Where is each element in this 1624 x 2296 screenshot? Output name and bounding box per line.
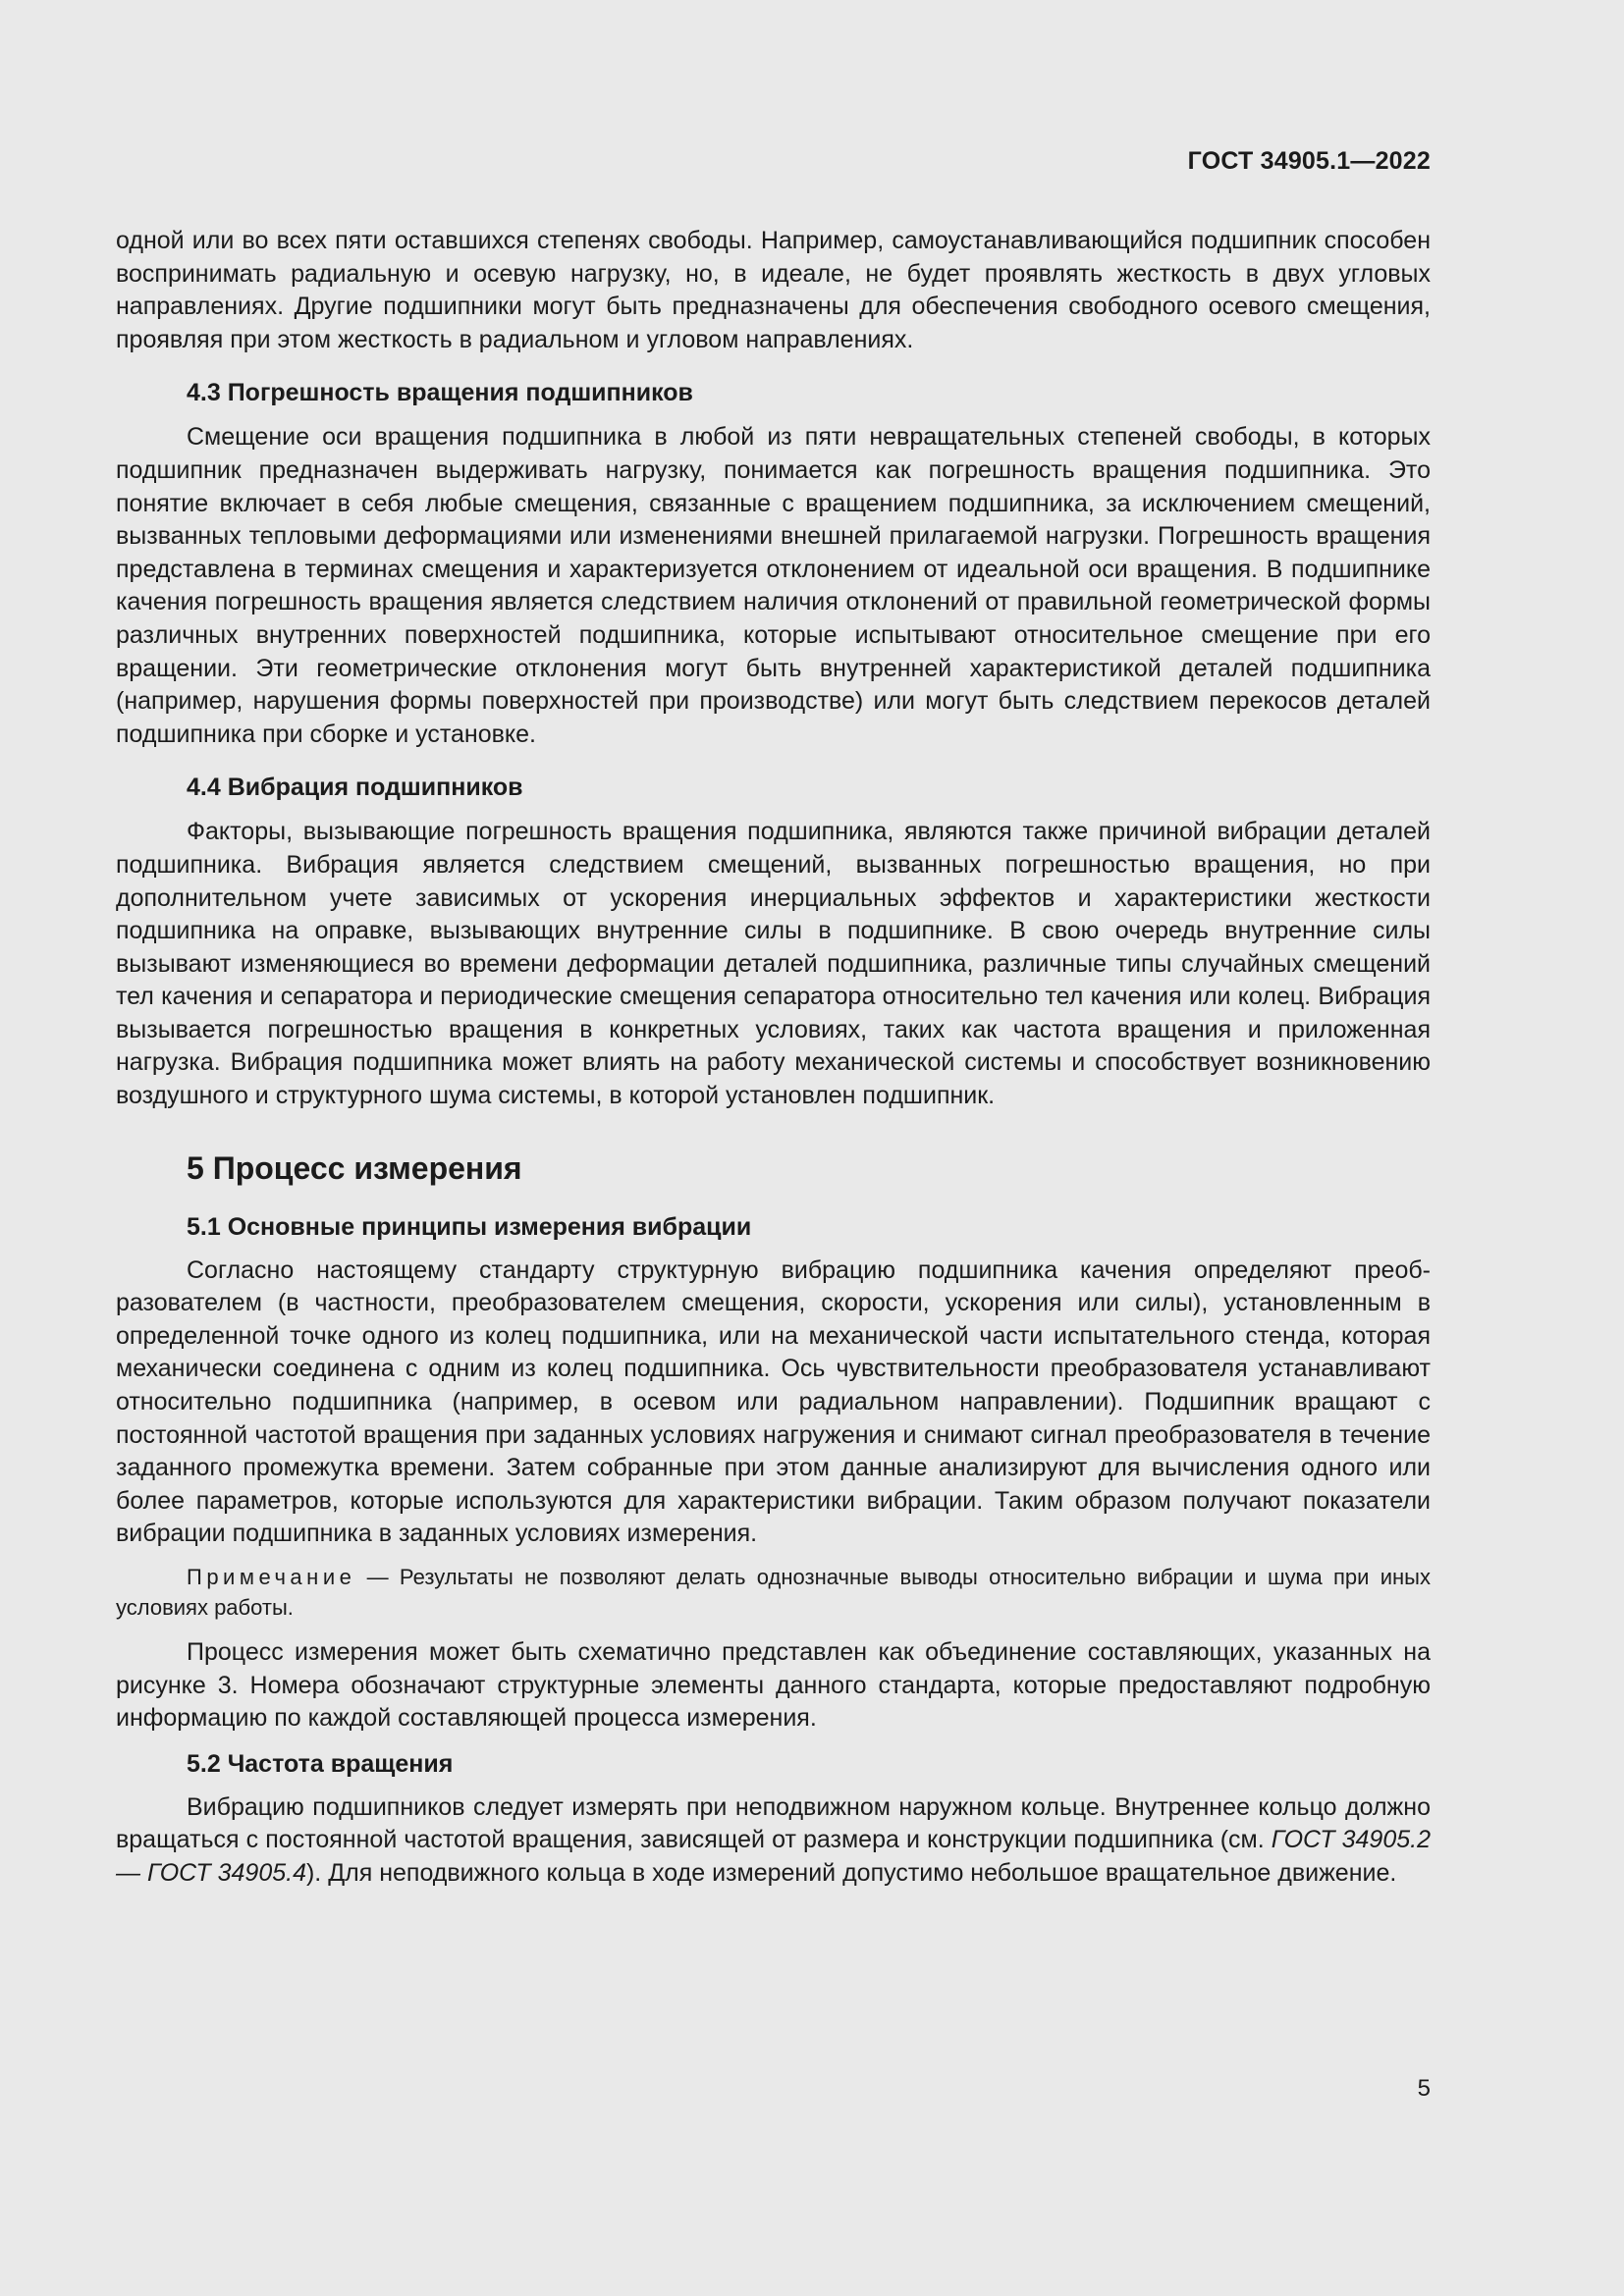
- page-number: 5: [1417, 2075, 1431, 2102]
- section-5-2-paragraph: [116, 1791, 1431, 1891]
- standard-reference: ГОСТ 34905.4: [146, 1858, 306, 1887]
- section-5-heading: 5 Процесс измерения: [187, 1149, 522, 1186]
- note: [116, 1562, 1431, 1623]
- section-4-4-heading: 4.4 Вибрация подшипников: [187, 774, 523, 802]
- document-body: [116, 225, 1431, 1891]
- section-4-3-heading: 4.3 Погрешность вращения подшипников: [187, 379, 693, 407]
- section-5-1-paragraph: Согласно настоящему стандарту структурную вибрацию подшипника качения определяют преобразователем (в частности, преобразователем смещения, скорости, ускорения или силы), установленным в определенной точке одного из колец подшипника, или на механической части испытательного стенда, которая механически соединена с одним из колец подшипника. Ось чувствительности преобразователя устанавливают относительно подшипника (например, в осевом или радиальном направлении). Подшипник вращают с постоянной частотой вращения при заданных условиях нагружения и снимают сигнал преобразователя в течение заданного промежутка времени. Затем собранные при этом данные анализируют для вычисления одного или более параметров, которые используются для характеристики вибрации. Таким образом получают показатели вибрации подшипника в заданных условиях измерения.: [116, 1255, 1431, 1548]
- section-4-3-paragraph: Смещение оси вращения подшипника в любой из пяти невращательных степеней свободы, в которых подшипник предназначен выдерживать нагрузку, понимается как погрешность вращения подшипника. Это понятие включает в себя любые смещения, связанные с вращением подшипника, за исключением смещений, вызванных тепловыми деформациями или изменениями внешней прилагаемой нагрузки. Погрешность вращения представлена в терминах смещения и характеризуется отклонением от идеальной оси вращения. В подшипнике качения погрешность вращения является следствием наличия отклонений от правильной геометрической формы различных внутренних поверхностей подшипника, которые испытывают относительное смещение при его вращении. Эти геометрические отклонения могут быть внутренней характеристикой деталей подшипника (например, нарушения формы поверхностей при производстве) или могут быть следствием перекосов деталей подшипника при сборке и установке.: [116, 423, 1431, 748]
- section-5-2-heading: 5.2 Частота вращения: [187, 1749, 454, 1778]
- section-5-1-paragraph-2: Процесс измерения может быть схематично представлен как объединение составляющих, указанных на рисунке 3. Номера обозначают структурные элементы данного стандарта, которые предоставляют подробную информацию по каждой составляющей процесса измерения.: [116, 1638, 1431, 1733]
- section-5-2-text-a: Вибрацию подшипников следует измерять при неподвижном наружном кольце. Внутреннее кольцо должно вращаться с постоянной частотой вращения, зависящей от размера и конструкции подшипника (см.: [116, 1792, 1431, 1854]
- intro-paragraph: одной или во всех пяти оставшихся степенях свободы. Например, самоустанавливающийся подшипник способен воспринимать радиальную и осевую нагрузку, но, в идеале, не будет проявлять жесткость в двух угловых направлениях. Другие подшипники могут быть предназначены для обеспечения свободного осевого смещения, проявляя при этом жесткость в радиальном и угловом направлениях.: [116, 227, 1431, 353]
- section-4-4-paragraph: Факторы, вызывающие погрешность вращения подшипника, являются также причиной вибрации деталей подшипника. Вибрация является следствием смещений, вызванных погрешностью вращения, но при дополнительном учете зависимых от ускорения инерциальных эффектов и характеристики жесткости подшипника на оправке, вызывающих внутренние силы в подшипнике. В свою очередь внутренние силы вызывают изменяющиеся во времени деформации деталей подшипника, различные типы случайных смещений тел качения и сепаратора и периодические смещения сепаратора относительно тел качения или колец. Вибрация вызывается погрешностью вращения в конкретных условиях, таких как частота вращения и приложенная нагрузка. Вибрация подшипника может влиять на работу механической системы и способствует возникновению воздушного и структурного шума системы, в которой установлен подшипник.: [116, 818, 1431, 1110]
- note-label: Примечание: [187, 1565, 356, 1589]
- reference-dash: —: [116, 1858, 147, 1887]
- document-header: ГОСТ 34905.1—2022: [1187, 147, 1431, 175]
- standard-reference: ГОСТ 34905.2: [1271, 1826, 1431, 1854]
- section-5-2-text-b: ). Для неподвижного кольца в ходе измерений допустимо небольшое вращательное движение.: [305, 1858, 1397, 1887]
- section-5-1-heading: 5.1 Основные принципы измерения вибрации: [187, 1212, 752, 1241]
- note-text: — Результаты не позволяют делать однозначные выводы относительно вибрации и шума при иных условиях работы.: [116, 1565, 1431, 1620]
